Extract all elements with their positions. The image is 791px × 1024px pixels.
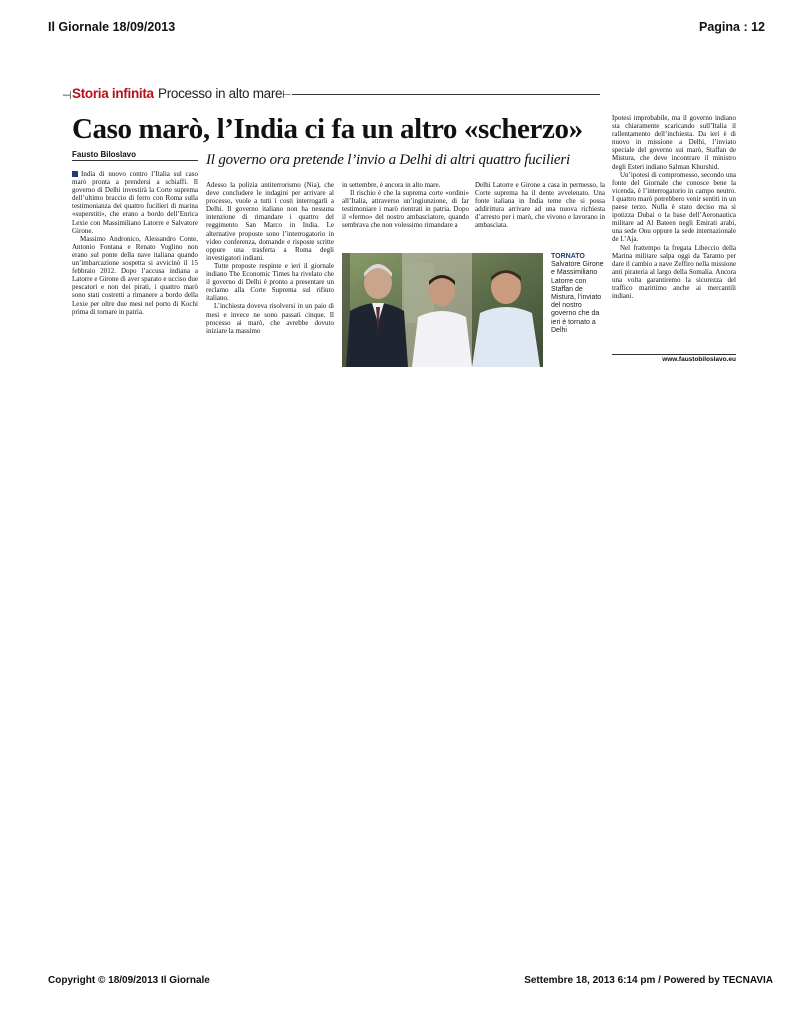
caption-title: TORNATO (551, 253, 585, 260)
paragraph: Massimo Andronico, Alessandro Conte, Antonio Fontana e Renato Voglino non erano sul ponte della nave italiana quando un’imbarcazione sospetta si avvicinò il 15 febbraio 2012. Dopo l’accusa indiana a Latorre e Girone di aver sparato e ucciso due pescatori e non dei pirati, i quattro marò sono stati costretti a rimanere a bordo della Lexie per oltre due mesi nel porto di Kochi prima di tornare in patria. (72, 234, 198, 316)
article-column-1 (72, 170, 198, 316)
article-subheadline: Il governo ora pretende l’invio a Delhi di altri quattro fucilieri (206, 152, 570, 168)
photo-caption (551, 253, 605, 335)
section-kicker (62, 86, 600, 102)
lead-square-icon (72, 171, 78, 177)
kicker-subtitle: Processo in alto mare (158, 86, 283, 101)
paragraph: Nel frattempo la fregata Libeccio della Marina militare salpa oggi da Taranto per dare il cambio a nave Zeffiro nella missione anti pirateria al largo della Somalia. Ancora una volta garantiremo la sicurezza del traffico marittimo anche ai mercantili indiani. (612, 243, 736, 301)
author-website: www.faustobiloslavo.eu (612, 354, 736, 363)
paragraph: Tutte proposte respinte e ieri il giornale indiano The Economic Times ha rivelato che il governo di Delhi è pronto a presentare un reclamo alla Corte Suprema sul rifiuto italiano. (206, 261, 334, 303)
paragraph: Il rischio è che la suprema corte «ordini» all’Italia, attraverso un’ingiunzione, di far testimoniare i marò rientrati in patria. Dopo il «fermo» del nostro ambasciatore, quando sembrava che non volessimo rimandare a (342, 189, 469, 230)
caption-text: Salvatore Girone e Massimiliano Latorre con Staffan de Mistura, l’inviato del nostro governo che da ieri è tornato a Delhi (551, 261, 604, 334)
article-column-3 (342, 181, 469, 230)
paragraph: Un’ipotesi di compromesso, secondo una fonte del Giornale che conosce bene la vicenda, è l’interrogatorio in campo neutro. I quattro marò potrebbero venir sentiti in un paese terzo. Nulla è stato deciso ma si ipotizza Dubai o la base dell’Aeronautica militare ad Al Bateen negli Emirati arabi, una sede Onu oppure la sede internazionale de L’Aja. (612, 170, 736, 244)
kicker-label: Storia infinita (72, 86, 154, 101)
kicker-rule (292, 94, 600, 95)
article-headline: Caso marò, l’India ci fa un altro «scherzo» (72, 113, 583, 145)
article-column-5 (612, 114, 736, 300)
paragraph: Ipotesi improbabile, ma il governo indiano sta chiaramente scaricando sull’Italia il rallentamento dell’inchiesta. Da ieri è di nuovo in missione a Delhi, l’inviato speciale del governo sui marò, Staffan de Mistura, che deve incontrare il ministro degli Esteri indiano Salman Khurshid. (612, 114, 736, 171)
article-column-4 (475, 181, 605, 230)
paragraph: Adesso la polizia antiterrorismo (Nia), che deve concludere le indagini per arrivare al processo, vuole a tutti i costi interrogarli a Delhi. Il governo italiano non ha nessuna intenzione di rimandare i quattro del reggimento San Marco in India. Le alternative proposte sono l’interrogatorio in video conferenza, domande e risposte scritte oppure una trasferta a Roma degli investigatori indiani. (206, 181, 334, 262)
photo-illustration (342, 253, 543, 367)
byline: Fausto Biloslavo (72, 150, 198, 161)
paragraph: India di nuovo contro l’Italia sul caso marò pronta a prendersi a schiaffi. Il governo di Delhi investirà la Corte suprema dell’ultimo braccio di ferro con Roma sulla testimonianza dei quattro fucilieri di marina «superstiti», che erano a bordo dell’Enrica Lexie con Massimiliano Latorre e Salvatore Girone. (72, 170, 198, 235)
paragraph: in settembre, è ancora in alto mare. (342, 181, 441, 189)
article-column-2 (206, 181, 334, 335)
paragraph: Delhi Latorre e Girone a casa in permesso, la Corte suprema ha il dente avvelenato. Una fonte italiana in India teme che si possa addirittura arrivare ad una nuova richiesta d’arresto per i marò, che vivono e lavorano in ambasciata. (475, 181, 605, 230)
page-number: Pagina : 12 (699, 20, 765, 34)
powered-by-footer: Settembre 18, 2013 6:14 pm / Powered by TECNAVIA (524, 975, 773, 986)
newspaper-date-header: Il Giornale 18/09/2013 (48, 20, 176, 34)
kicker-marker-icon: ⊣ (62, 90, 72, 102)
paragraph: L’inchiesta doveva risolversi in un paio di mesi e invece ne sono passati cinque. Il processo ai marò, che avrebbe dovuto iniziare la massimo (206, 302, 334, 335)
copyright-footer: Copyright © 18/09/2013 Il Giornale (48, 975, 210, 986)
kicker-end-marker-icon: ⊢ (282, 89, 292, 101)
article-photo (342, 253, 543, 367)
